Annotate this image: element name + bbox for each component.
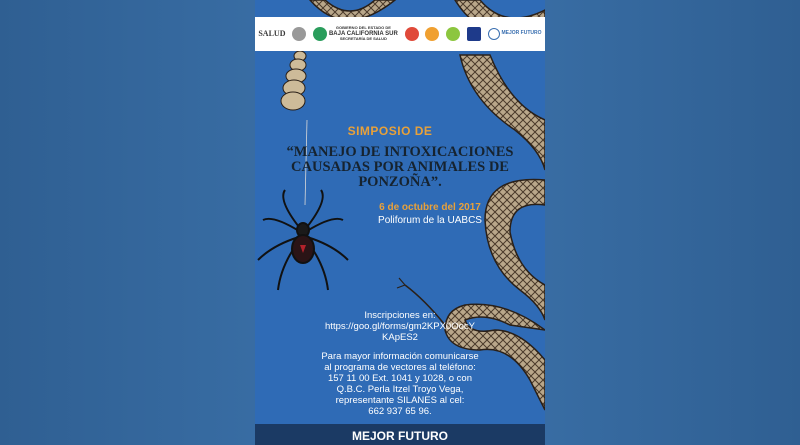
event-intro: SIMPOSIO DE <box>347 124 433 138</box>
event-title: “MANEJO DE INTOXICACIONES CAUSADAS POR ANIMALES DE PONZOÑA”. <box>286 144 514 190</box>
contact-block <box>255 351 545 417</box>
event-date: 6 de octubre del 2017 <box>379 202 481 213</box>
orange-logo-icon <box>425 27 439 41</box>
state-sub-text: SECRETARÍA DE SALUD <box>339 36 387 42</box>
seal-icon <box>292 27 306 41</box>
green-logo-icon <box>446 27 460 41</box>
footer-banner: MEJOR FUTURO <box>255 424 545 445</box>
registration-link[interactable]: https://goo.gl/forms/gm2KPX0OocY <box>325 321 475 332</box>
registration-link-cont[interactable]: KApES2 <box>382 332 418 343</box>
heart-icon <box>488 28 500 40</box>
red-logo-icon <box>405 27 419 41</box>
contact-line: representante SILANES al cel: <box>335 395 465 406</box>
state-top-text: GOBIERNO DEL ESTADO DE <box>335 25 391 31</box>
registration-label: Inscripciones en: <box>364 310 436 321</box>
bcs-logo <box>313 26 398 41</box>
event-place: Poliforum de la UABCS <box>378 215 482 226</box>
futuro-logo <box>488 28 542 40</box>
state-emblem-icon <box>313 27 327 41</box>
blue-logo-icon <box>467 27 481 41</box>
contact-line: 662 937 65 96. <box>368 406 432 417</box>
contact-line: 157 11 00 Ext. 1041 y 1028, o con <box>327 373 473 384</box>
contact-line: Q.B.C. Perla Itzel Troyo Vega, <box>336 384 464 395</box>
logo-strip <box>255 17 545 51</box>
salud-logo: SALUD <box>258 28 286 38</box>
title-block <box>255 124 545 190</box>
registration-block <box>255 310 545 343</box>
contact-line: Para mayor información comunicarse <box>321 351 479 362</box>
state-name-text: BAJA CALIFORNIA SUR <box>328 30 398 37</box>
futuro-logo-text: MEJOR FUTURO <box>501 30 542 37</box>
contact-line: al programa de vectores al teléfono: <box>324 362 476 373</box>
poster <box>255 0 545 445</box>
